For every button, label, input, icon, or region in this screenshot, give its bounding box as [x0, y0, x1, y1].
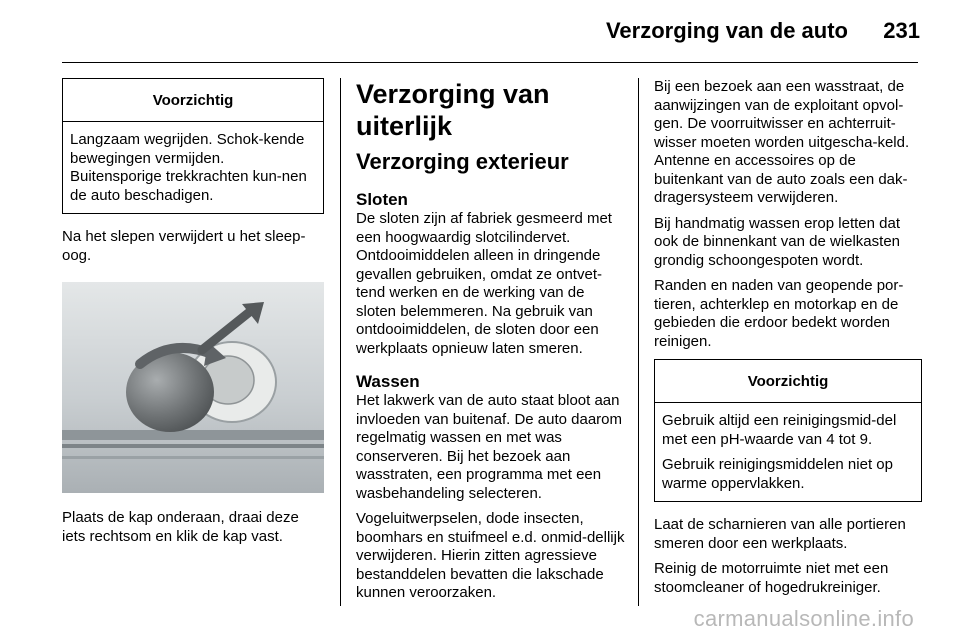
towing-eye-cover-illustration	[62, 282, 324, 493]
washing-paragraph-2: Vogeluitwerpselen, dode insecten, boomhars en stuifmeel e.d. onmid-dellijk verwijderen. Hierin zitten agressieve bestanddelen bevatten die lakschade kunnen veroorzaken.	[356, 510, 625, 601]
subsection-heading: Verzorging exterieur	[356, 149, 569, 174]
towing-eye-paragraph: Na het slepen verwijdert u het sleep-oog.	[62, 228, 306, 264]
locks-heading: Sloten	[356, 190, 408, 209]
caution-box-2	[654, 359, 922, 502]
caution-text-2a: Gebruik altijd een reinigingsmid-del met een pH-waarde van 4 tot 9.	[662, 412, 897, 448]
running-header-title: Verzorging van de auto	[605, 18, 848, 43]
column-divider-1	[340, 78, 341, 606]
hinges-paragraph: Laat de scharnieren van alle portieren smeren door een werkplaats.	[654, 516, 906, 552]
column-divider-2	[638, 78, 639, 606]
car-wash-paragraph: Bij een bezoek aan een wasstraat, de aanwijzingen van de exploitant opvol-gen. De voorruitwisser en achterruit-wisser moeten worden uitgescha-keld. Antenne en accessoires op de buitenkant van de auto zoals een dak-dragersysteem verwijderen.	[654, 78, 910, 206]
illustration-caption: Plaats de kap onderaan, draai deze iets rechtsom en klik de kap vast.	[62, 509, 299, 545]
engine-bay-paragraph: Reinig de motorruimte niet met een stoomcleaner of hogedrukreiniger.	[654, 560, 889, 596]
caution-text-2b: Gebruik reinigingsmiddelen niet op warme oppervlakken.	[662, 456, 893, 492]
section-heading: Verzorging van uiterlijk	[356, 79, 550, 141]
right-column	[654, 78, 922, 604]
caution-title-2: Voorzichtig	[655, 360, 921, 403]
caution-text: Langzaam wegrijden. Schok-kende bewegingen vermijden. Buitensporige trekkrachten kun-nen de auto beschadigen.	[70, 131, 307, 204]
header-divider	[62, 62, 918, 63]
page-number: 231	[883, 18, 920, 43]
caution-box	[62, 78, 324, 214]
left-column	[62, 78, 324, 553]
caution-title: Voorzichtig	[63, 79, 323, 122]
middle-column	[356, 78, 626, 610]
washing-heading: Wassen	[356, 372, 420, 391]
watermark: carmanualsonline.info	[693, 606, 914, 631]
hand-wash-paragraph: Bij handmatig wassen erop letten dat ook de binnenkant van de wielkasten grondig schoongespoten wordt.	[654, 214, 901, 269]
washing-paragraph-1: Het lakwerk van de auto staat bloot aan invloeden van buitenaf. De auto daarom regelmatig wassen en met was conserveren. Bij het bezoek aan wasstraten, een programma met een wasbehandeling selecteren.	[356, 392, 623, 502]
locks-paragraph: De sloten zijn af fabriek gesmeerd met een hoogwaardig slotcilindervet. Ontdooimiddelen alleen in dringende gevallen gebruiken, omdat ze ontvet-tend werken en de werking van de sloten belemmeren. Na gebruik van ontdooimiddelen, de sloten door een werkplaats opnieuw laten smeren.	[356, 210, 612, 357]
door-edges-paragraph: Randen en naden van geopende por-tieren, achterklep en motorkap en de gebieden die erdoor bedekt worden reinigen.	[654, 277, 904, 350]
